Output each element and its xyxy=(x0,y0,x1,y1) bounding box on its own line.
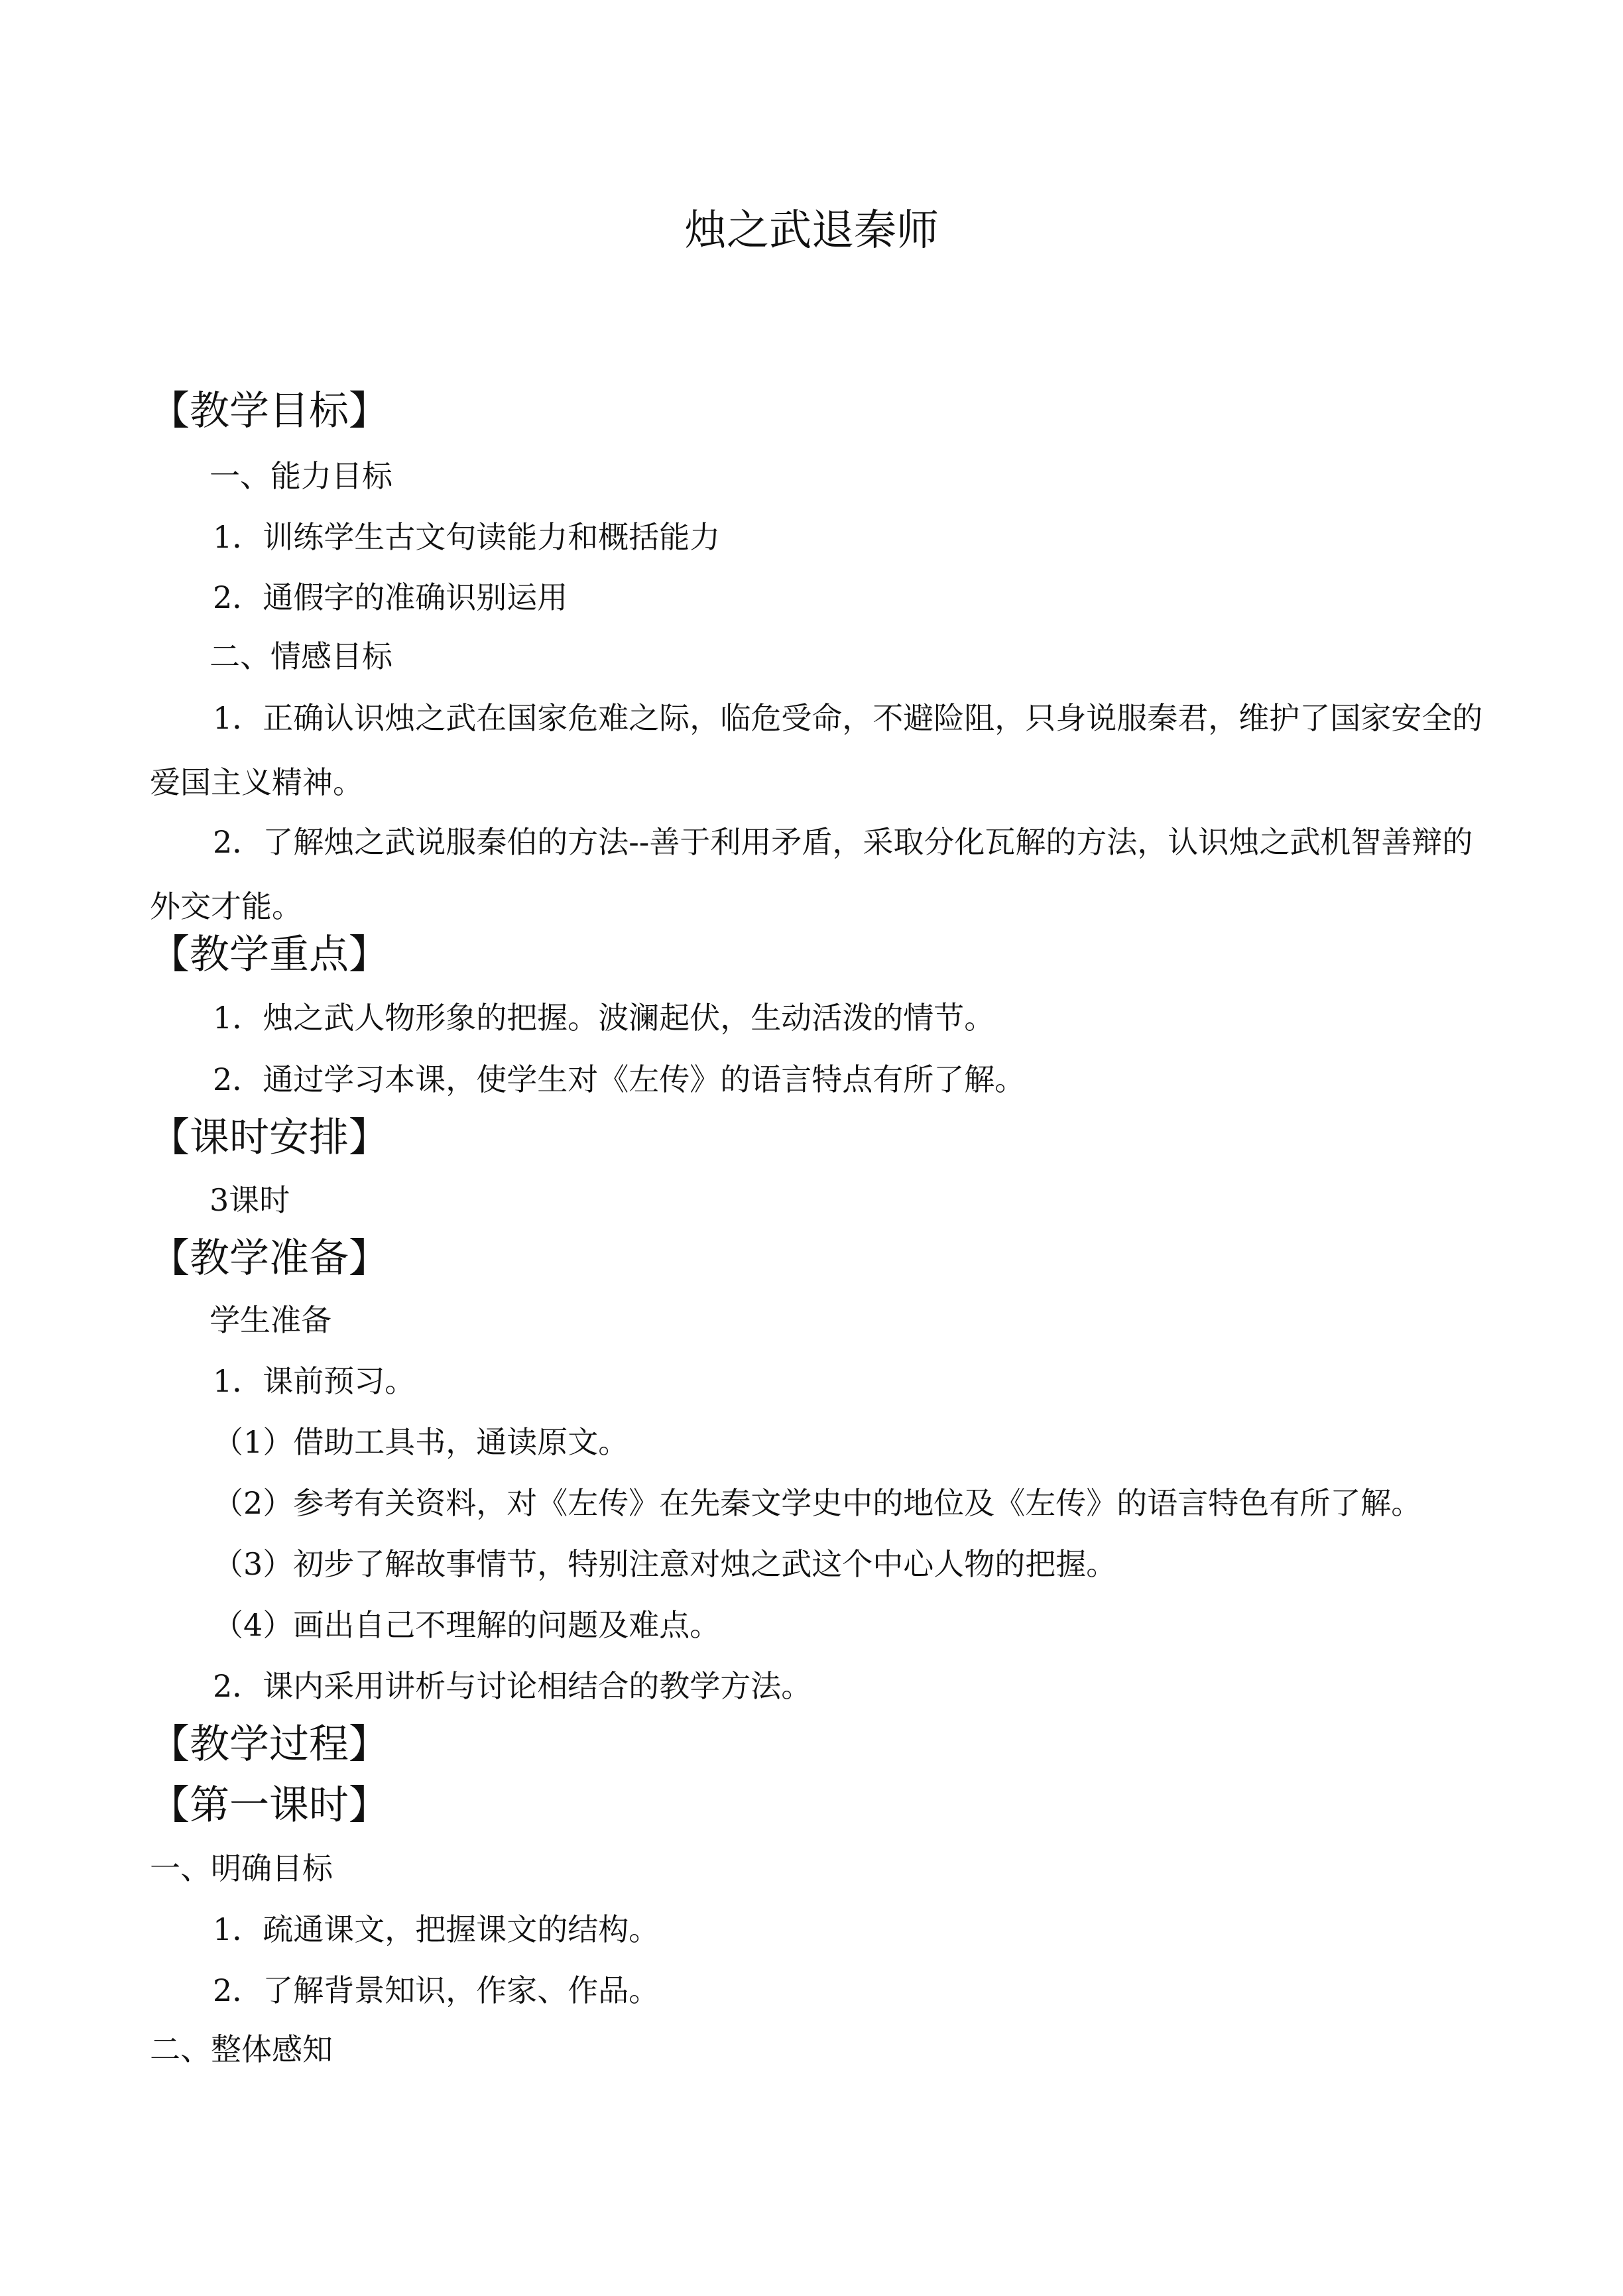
prep-subitem: （1）借助工具书，通读原文。 xyxy=(213,1424,629,1460)
part-item: 2．了解背景知识，作家、作品。 xyxy=(213,1972,660,2008)
student-prep-heading: 学生准备 xyxy=(210,1302,331,1338)
key-point-item: 1．烛之武人物形象的把握。波澜起伏，生动活泼的情节。 xyxy=(213,1000,995,1036)
part-heading: 二、整体感知 xyxy=(150,2031,333,2067)
section-heading-preparation: 【教学准备】 xyxy=(150,1235,389,1282)
prep-item: 2．课内采用讲析与讨论相结合的教学方法。 xyxy=(213,1668,812,1704)
section-heading-key-points: 【教学重点】 xyxy=(150,932,389,978)
lesson-heading: 【第一课时】 xyxy=(150,1782,389,1829)
part-heading: 一、明确目标 xyxy=(150,1850,333,1886)
page-title: 烛之武退秦师 xyxy=(684,206,939,255)
ability-heading: 一、能力目标 xyxy=(210,458,392,494)
part-item: 1．疏通课文，把握课文的结构。 xyxy=(213,1911,660,1947)
section-heading-process: 【教学过程】 xyxy=(150,1721,389,1768)
section-heading-objectives: 【教学目标】 xyxy=(150,388,389,434)
emotion-item: 2．了解烛之武说服秦伯的方法--善于利用矛盾，采取分化瓦解的方法，认识烛之武机智善辩的外交才能。 xyxy=(150,824,1473,924)
prep-subitem: （3）初步了解故事情节，特别注意对烛之武这个中心人物的把握。 xyxy=(213,1546,1117,1582)
schedule-value: 3课时 xyxy=(210,1182,290,1218)
ability-item: 1．训练学生古文句读能力和概括能力 xyxy=(213,519,721,555)
prep-subitem: （4）画出自己不理解的问题及难点。 xyxy=(213,1607,721,1643)
emotion-heading: 二、情感目标 xyxy=(210,638,392,674)
prep-item: 1．课前预习。 xyxy=(213,1363,416,1399)
section-heading-schedule: 【课时安排】 xyxy=(150,1115,389,1161)
emotion-item: 1．正确认识烛之武在国家危难之际，临危受命，不避险阻，只身说服秦君，维护了国家安全的爱国主义精神。 xyxy=(150,700,1483,800)
prep-subitem: （2）参考有关资料，对《左传》在先秦文学史中的地位及《左传》的语言特色有所了解。 xyxy=(213,1485,1422,1521)
key-point-item: 2．通过学习本课，使学生对《左传》的语言特点有所了解。 xyxy=(213,1061,1026,1097)
ability-item: 2．通假字的准确识别运用 xyxy=(213,579,568,615)
